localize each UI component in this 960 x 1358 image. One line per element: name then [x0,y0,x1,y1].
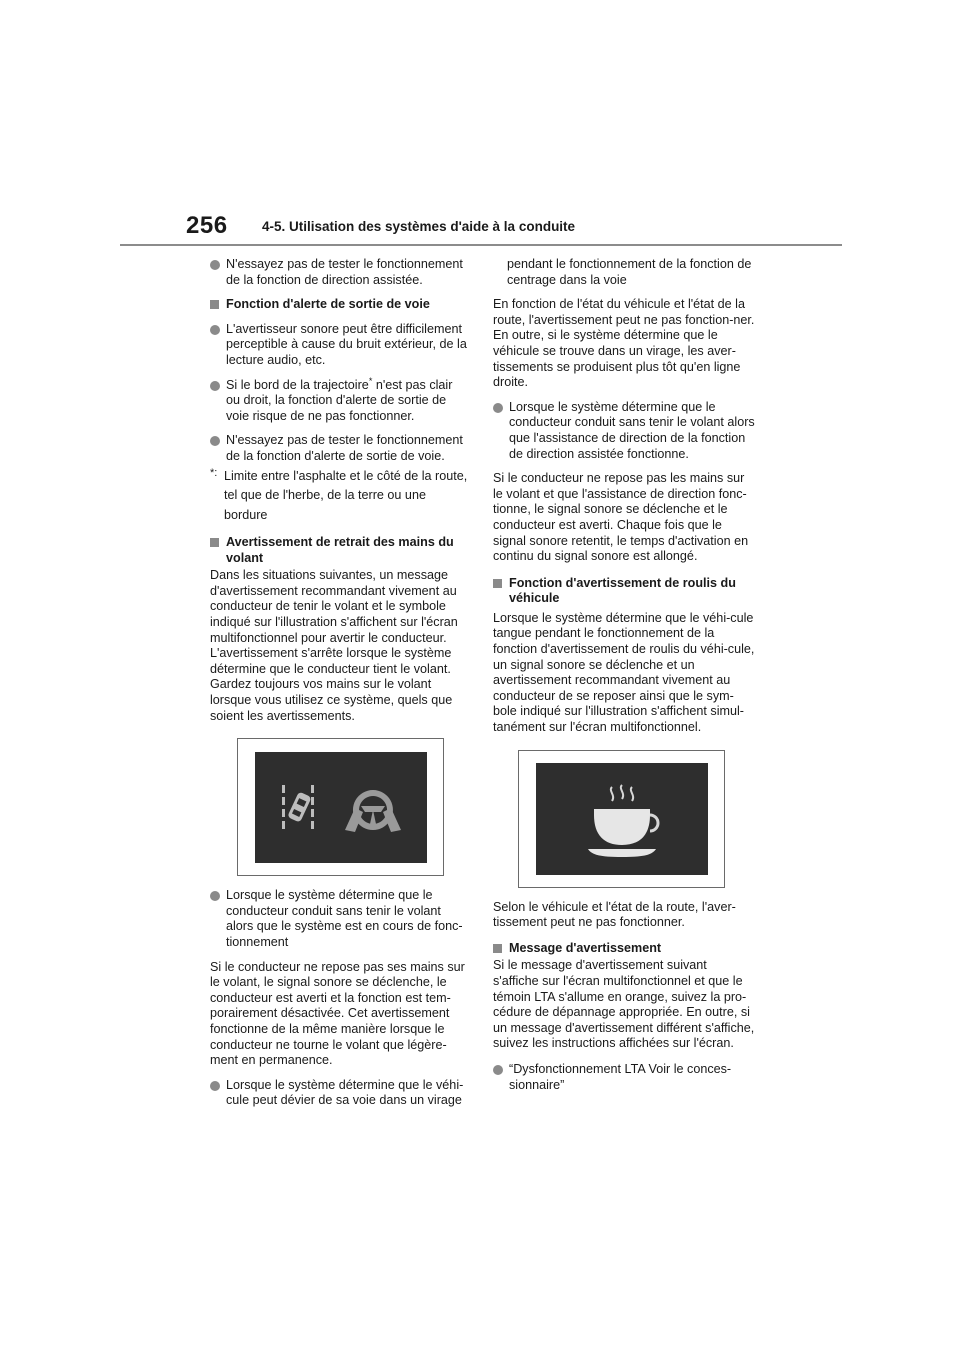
paragraph-continued: pendant le fonctionnement de la fonction de centrage dans la voie [507,257,752,287]
square-bullet-icon [210,300,219,309]
section-heading: Fonction d'avertissement de roulis du véhicule [493,576,755,607]
section-title: 4-5. Utilisation des systèmes d'aide à la conduite [262,219,576,234]
paragraph: Si le conducteur ne repose pas les mains sur le volant et que l'assistance de direction fonc-tionne, le signal sonore se déclenche et le conducteur est averti. Chaque fois que le signal sonore retentit, le temps d'activation en continu du signal sonore est allongé. [493,471,749,564]
display-screen [536,763,708,875]
square-bullet-icon [493,944,502,953]
section-heading: Message d'avertissement [493,941,755,957]
left-column [210,257,468,1118]
bullet-icon [210,1081,220,1091]
paragraph: Si le message d'avertissement suivant s'affiche sur l'écran multifonctionnel et que le témoin LTA s'allume en orange, suivez la pro-cédure de dépannage appropriée. En outre, si un message d'avertissement différent s'affiche, suivez les instructions affichées sur l'écran. [493,958,755,1051]
steering-wheel-hands-icon [255,752,427,863]
square-bullet-icon [210,538,219,547]
paragraph: Selon le véhicule et l'état de la route, l'aver-tissement peut ne pas fonctionner. [493,899,736,930]
bullet-item: N'essayez pas de tester le fonctionnement de la fonction d'alerte de sortie de voie. [210,433,468,464]
coffee-cup-figure [518,750,725,888]
section-heading: Avertissement de retrait des mains du volant [210,535,468,566]
right-column [493,257,755,1102]
bullet-item: L'avertisseur sonore peut être difficilement perceptible à cause du bruit extérieur, de la lecture audio, etc. [210,322,468,369]
bullet-icon [210,325,220,335]
bullet-item: “Dysfonctionnement LTA Voir le conces-sionnaire” [493,1062,755,1093]
paragraph: Si le conducteur ne repose pas ses mains sur le volant, le signal sonore se déclenche, le conducteur est averti et la fonction est tem-porairement désactivée. Cet avertissement fonctionne de la même manière lorsque le conducteur ne tourne le volant que légère-ment en permanence. [210,959,465,1068]
bullet-item: Lorsque le système détermine que le véhi-cule peut dévier de sa voie dans un virage [210,1078,468,1109]
bullet-icon [210,891,220,901]
section-heading: Fonction d'alerte de sortie de voie [210,297,468,313]
bullet-item: N'essayez pas de tester le fonctionnement de la fonction de direction assistée. [210,257,468,288]
page-number: 256 [186,212,228,239]
bullet-icon [210,260,220,270]
footnote-marker: * [368,375,373,386]
paragraph: En fonction de l'état du véhicule et l'état de la route, l'avertissement peut ne pas fonction-ner. En outre, si le système détermine que le véhicule se trouve dans un virage, les aver-tissements se produisent plus tôt qu'en ligne droite. [493,297,755,390]
square-bullet-icon [493,579,502,588]
display-screen [255,752,427,863]
hands-off-warning-figure [237,738,444,876]
paragraph: Lorsque le système détermine que le véhi-cule tangue pendant le fonctionnement de la fonction d'avertissement de roulis du véhi-cule, un signal sonore se déclenche et un avertissement recommandant vivement au conducteur de se reposer ainsi que le sym-bole indiqué sur l'illustration s'affichent simul-tanément sur l'écran multifonctionnel. [493,610,755,735]
paragraph: Dans les situations suivantes, un message d'avertissement recommandant vivement au conducteur de tenir le volant et le symbole indiqué sur l'illustration s'affichent sur l'écran multifonctionnel pour avertir le conducteur. L'avertissement s'arrête lorsque le système détermine que le conducteur tient le volant. Gardez toujours vos mains sur le volant lorsque vous utilisez ce système, quels que soient les avertissements. [210,568,458,723]
bullet-item: Si le bord de la trajectoire* n'est pas clair ou droit, la fonction d'alerte de sortie de voie risque de ne pas fonctionner. [210,378,468,425]
bullet-item: Lorsque le système détermine que le conducteur conduit sans tenir le volant alors que l'assistance de direction de la fonction de direction assistée fonctionne. [493,400,755,462]
bullet-icon [210,381,220,391]
coffee-cup-icon [536,763,708,875]
footnote: *: Limite entre l'asphalte et le côté de la route, tel que de l'herbe, de la terre ou une bordure [210,466,468,522]
bullet-icon [493,1065,503,1075]
bullet-icon [493,403,503,413]
bullet-icon [210,436,220,446]
header-rule [120,244,842,246]
bullet-item: Lorsque le système détermine que le conducteur conduit sans tenir le volant alors que le système est en cours de fonc-tionnement [210,888,468,950]
